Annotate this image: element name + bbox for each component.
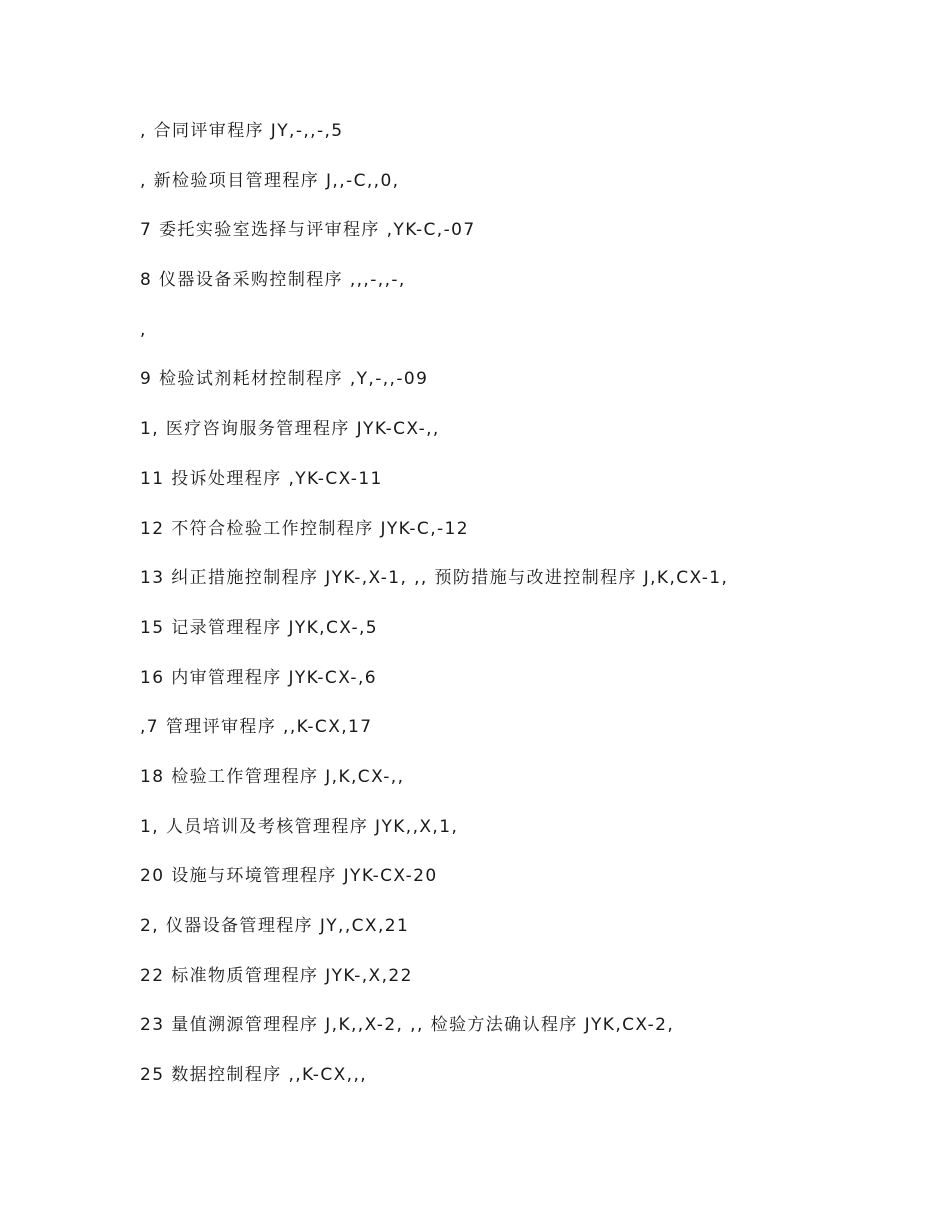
procedure-line: 11 投诉处理程序 ,YK-CX-11	[140, 468, 383, 489]
procedure-line: 15 记录管理程序 JYK,CX-,5	[140, 617, 379, 638]
procedure-line: , 合同评审程序 JY,-,,-,5	[140, 121, 344, 141]
procedure-line: , 新检验项目管理程序 J,,-C,,0,	[140, 170, 400, 191]
procedure-line: 13 纠正措施控制程序 JYK-,X-1, ,, 预防措施与改进控制程序 J,K,CX-1,	[140, 568, 729, 589]
procedure-line: 20 设施与环境管理程序 JYK-CX-20	[140, 866, 438, 887]
procedure-list	[140, 117, 800, 1111]
procedure-line: ,7 管理评审程序 ,,K-CX,17	[140, 717, 373, 738]
procedure-line: 1, 医疗咨询服务管理程序 JYK-CX-,,	[140, 419, 440, 440]
procedure-line: 2, 仪器设备管理程序 JY,,CX,21	[140, 916, 410, 936]
procedure-line: 16 内审管理程序 JYK-CX-,6	[140, 667, 377, 688]
procedure-line: 1, 人员培训及考核管理程序 JYK,,X,1,	[140, 816, 459, 837]
procedure-line: 8 仪器设备采购控制程序 ,,,-,,-,	[140, 270, 406, 291]
procedure-line: 7 委托实验室选择与评审程序 ,YK-C,-07	[140, 220, 476, 241]
procedure-line: 25 数据控制程序 ,,K-CX,,,	[140, 1065, 368, 1086]
procedure-line: 18 检验工作管理程序 J,K,CX-,,	[140, 766, 405, 787]
procedure-line: 23 量值溯源管理程序 J,K,,X-2, ,, 检验方法确认程序 JYK,CX-2,	[140, 1015, 675, 1036]
procedure-line: 22 标准物质管理程序 JYK-,X,22	[140, 965, 413, 986]
procedure-line: ,	[140, 319, 147, 340]
procedure-line: 9 检验试剂耗材控制程序 ,Y,-,,-09	[140, 369, 429, 390]
procedure-line: 12 不符合检验工作控制程序 JYK-C,-12	[140, 518, 469, 539]
